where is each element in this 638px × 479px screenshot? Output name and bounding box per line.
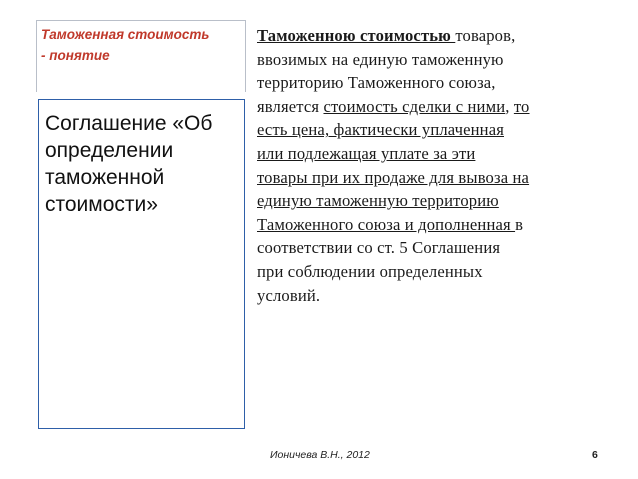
definition-line xyxy=(257,213,607,237)
footer-author: Ионичева В.Н., 2012 xyxy=(270,449,370,461)
slide-title: Таможенная стоимость - понятие xyxy=(36,20,246,92)
definition-run: территорию Таможенного союза, xyxy=(257,73,496,93)
definition-line xyxy=(257,95,607,119)
definition-line xyxy=(257,284,607,308)
definition-text xyxy=(257,24,607,307)
definition-line xyxy=(257,118,607,142)
definition-run: ввозимых на единую таможенную xyxy=(257,49,504,69)
definition-line xyxy=(257,48,607,72)
definition-run: товары при их продаже для вывоза на xyxy=(257,167,530,187)
definition-run: единую таможенную территорию xyxy=(257,191,499,211)
term-box xyxy=(38,99,245,429)
definition-line xyxy=(257,260,607,284)
definition-line xyxy=(257,71,607,95)
definition-line xyxy=(257,236,607,260)
definition-run: Таможенною стоимостью xyxy=(257,26,456,45)
definition-run: есть цена, фактически уплаченная xyxy=(257,120,504,140)
definition-run: то xyxy=(513,96,530,116)
definition-line xyxy=(257,189,607,213)
definition-run: соответствии со ст. 5 Соглашения xyxy=(257,238,501,258)
definition-line xyxy=(257,166,607,190)
definition-line xyxy=(257,142,607,166)
definition-run: Таможенного союза и дополненная xyxy=(257,214,516,234)
definition-run: стоимость сделки с ними xyxy=(323,96,506,116)
definition-run: условий. xyxy=(257,285,321,305)
term-box-text: Соглашение «Об определении таможенной стоимости» xyxy=(45,112,213,216)
definition-run: является xyxy=(257,96,324,116)
definition-run: или подлежащая уплате за эти xyxy=(257,143,476,163)
definition-run: , xyxy=(505,96,514,116)
definition-run: в xyxy=(515,214,524,234)
definition-line xyxy=(257,24,607,48)
definition-run: при соблюдении определенных xyxy=(257,261,483,281)
page-number: 6 xyxy=(592,449,598,461)
definition-run: товаров, xyxy=(455,26,516,45)
